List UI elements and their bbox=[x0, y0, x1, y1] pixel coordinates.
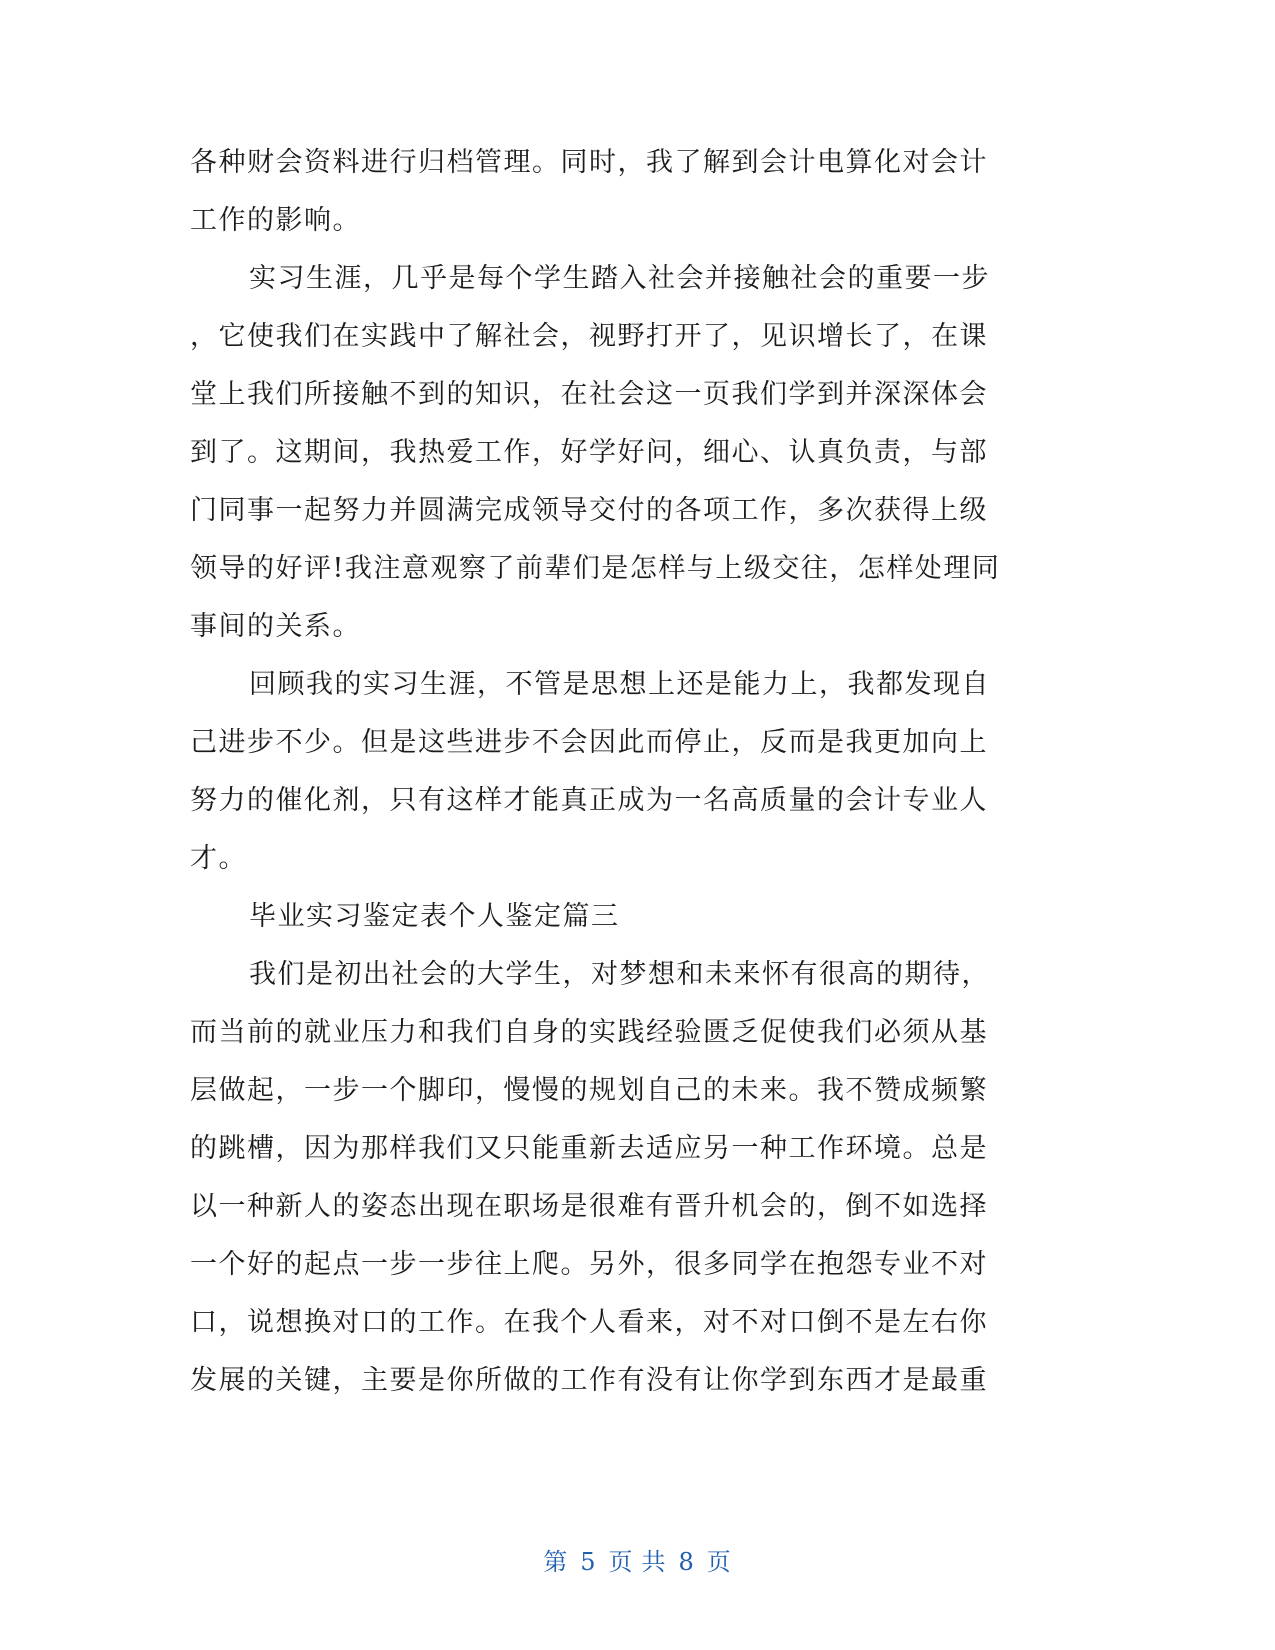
text-line: 到了。这期间，我热爱工作，好学好问，细心、认真负责，与部 bbox=[190, 437, 988, 468]
text-line: 事间的关系。 bbox=[190, 611, 361, 642]
page-footer bbox=[0, 1547, 1275, 1577]
text-line: 领导的好评!我注意观察了前辈们是怎样与上级交往，怎样处理同 bbox=[190, 553, 1001, 584]
text-line: 各种财会资料进行归档管理。同时，我了解到会计电算化对会计 bbox=[190, 147, 988, 178]
text-line: 己进步不少。但是这些进步不会因此而停止，反而是我更加向上 bbox=[190, 727, 988, 758]
paragraph-start-line: 回顾我的实习生涯，不管是思想上还是能力上，我都发现自 bbox=[249, 669, 990, 700]
text-line: 口，说想换对口的工作。在我个人看来，对不对口倒不是左右你 bbox=[190, 1307, 988, 1338]
footer-total-pages: 8 bbox=[678, 1548, 695, 1576]
footer-current-page: 5 bbox=[580, 1548, 597, 1576]
text-line: 的跳槽，因为那样我们又只能重新去适应另一种工作环境。总是 bbox=[190, 1133, 988, 1164]
text-line: 而当前的就业压力和我们自身的实践经验匮乏促使我们必须从基 bbox=[190, 1017, 988, 1048]
text-line: 以一种新人的姿态出现在职场是很难有晋升机会的，倒不如选择 bbox=[190, 1191, 988, 1222]
text-line: 堂上我们所接触不到的知识，在社会这一页我们学到并深深体会 bbox=[190, 379, 988, 410]
footer-total-label: 共 bbox=[641, 1548, 667, 1576]
text-line: 发展的关键，主要是你所做的工作有没有让你学到东西才是最重 bbox=[190, 1365, 988, 1396]
paragraph-start-line: 实习生涯，几乎是每个学生踏入社会并接触社会的重要一步 bbox=[249, 263, 990, 294]
text-line: ，它使我们在实践中了解社会，视野打开了，见识增长了，在课 bbox=[190, 321, 988, 352]
text-line: 门同事一起努力并圆满完成领导交付的各项工作，多次获得上级 bbox=[190, 495, 988, 526]
section-heading: 毕业实习鉴定表个人鉴定篇三 bbox=[249, 901, 620, 932]
text-line: 努力的催化剂，只有这样才能真正成为一名高质量的会计专业人 bbox=[190, 785, 988, 816]
footer-prefix: 第 bbox=[543, 1548, 569, 1576]
text-line: 一个好的起点一步一步往上爬。另外，很多同学在抱怨专业不对 bbox=[190, 1249, 988, 1280]
text-line: 层做起，一步一个脚印，慢慢的规划自己的未来。我不赞成频繁 bbox=[190, 1075, 988, 1106]
footer-suffix: 页 bbox=[706, 1548, 732, 1576]
text-line: 工作的影响。 bbox=[190, 205, 361, 236]
footer-page-label: 页 bbox=[608, 1548, 634, 1576]
text-line: 才。 bbox=[190, 843, 247, 874]
paragraph-start-line: 我们是初出社会的大学生，对梦想和未来怀有很高的期待， bbox=[249, 959, 990, 990]
